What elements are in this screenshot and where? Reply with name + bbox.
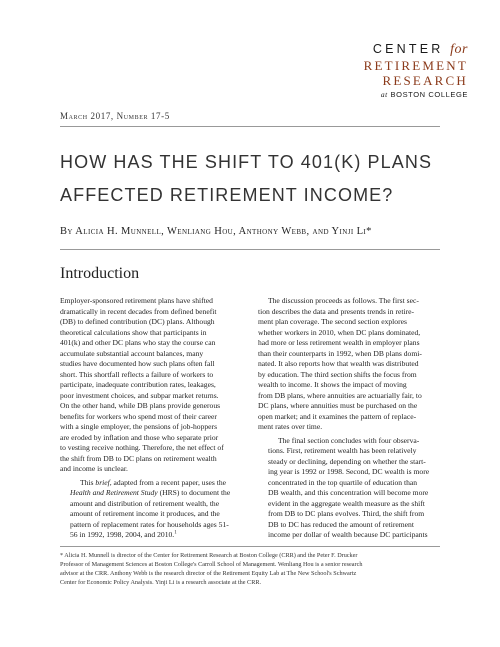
- logo-line-research: RESEARCH: [382, 73, 468, 88]
- text-line: whether workers in 2010, when DC plans dominated,: [258, 327, 421, 337]
- text-line: This brief, adapted from a recent paper, uses the: [80, 477, 227, 487]
- text-line: The final section concludes with four observa-: [278, 435, 420, 445]
- text-line: DB to DC has reduced the amount of retirement: [268, 519, 414, 529]
- author-footnote: [60, 551, 446, 587]
- footnote-line: Center for Economic Policy Analysis. Yinji Li is a research associate at the CRR.: [60, 579, 261, 586]
- text-line: to vesting receive nothing. Therefore, the net effect of: [60, 443, 224, 452]
- right-paragraph-2: [258, 436, 446, 541]
- footnote-line: advisor at the CRR. Anthony Webb is the research director of the Retirement Equity Lab at The New School's Schwartz: [60, 570, 357, 577]
- text-line: The discussion proceeds as follows. The first sec-: [268, 296, 419, 305]
- header-rule: [60, 126, 440, 127]
- crr-logo: [328, 42, 468, 99]
- text-line: income per dollar of wealth because DC participants: [268, 530, 428, 539]
- text-line: Health and Retirement Study (HRS) to document the: [70, 488, 231, 497]
- text-line: ment plan coverage. The second section explores: [258, 317, 407, 326]
- text-line: concentrated in the top quartile of education than: [268, 477, 418, 487]
- text-line: short. This shortfall reflects a failure of workers to: [60, 369, 214, 379]
- text-line: from DB plans, where annuities are actuarially fair, to: [258, 390, 422, 400]
- text-line: tion describes the data and presents trends in retire-: [258, 306, 415, 316]
- text-line: with a single employer, the pensions of job-hoppers: [60, 422, 218, 431]
- text-line: (DB) to defined contribution (DC) plans. Although: [60, 317, 215, 326]
- section-heading-introduction: Introduction: [60, 265, 140, 282]
- text-line: accumulate substantial account balances, many: [60, 348, 204, 358]
- authors-rule: [60, 249, 440, 250]
- text-line: had more or less retirement wealth in employer plans: [258, 338, 420, 347]
- text-line: evident in the aggregate wealth measure as the shift: [268, 498, 425, 508]
- text-line: Employer-sponsored retirement plans have shifted: [60, 296, 213, 305]
- text-line: are eroded by inflation and those who separate prior: [60, 432, 219, 442]
- text-line: benefits for workers who spend most of their career: [60, 411, 217, 421]
- footnote-mark: 1: [174, 530, 177, 536]
- text-line: nated. It also reports how that wealth was distributed: [258, 359, 419, 368]
- issue-date: March 2017, Number 17-5: [60, 111, 170, 121]
- text-line: open market; and it examines the pattern of replace-: [258, 411, 417, 421]
- text-line: participate, inadequate contribution rates, leakages,: [60, 380, 216, 389]
- text-line: DC plans, where annuities must be purchased on the: [258, 401, 418, 410]
- text-line: tions. First, retirement wealth has been relatively: [268, 446, 417, 455]
- right-paragraph-1: [258, 296, 446, 433]
- logo-line-retirement: RETIREMENT: [363, 58, 468, 73]
- footnote-line: * Alicia H. Munnell is director of the Center for Retirement Research at Boston College (CRR) and the Peter F. Drucker: [60, 552, 358, 559]
- footnote-rule: [60, 546, 440, 547]
- title-line-1: HOW HAS THE SHIFT TO 401(K) PLANS: [60, 152, 433, 172]
- left-paragraph-2: [60, 478, 248, 541]
- right-column: [258, 296, 446, 541]
- text-line: amount and distribution of retirement wealth, the: [70, 498, 220, 508]
- text-line: from DB to DC plans evolves. Third, the shift from: [268, 509, 425, 518]
- text-line: steady or declining, depending on whether the start-: [268, 456, 426, 466]
- text-line: the shift from DB to DC plans on retirement wealth: [60, 453, 217, 463]
- text-line: wealth to income. It shows the impact of moving: [258, 380, 407, 389]
- text-line: than their counterparts in 1992, when DB plans domi-: [258, 348, 422, 358]
- left-paragraph-1: [60, 296, 248, 475]
- logo-line-center: CENTER for: [372, 42, 468, 57]
- text-line: theoretical calculations show that participants in: [60, 327, 207, 337]
- text-line: and income is unclear.: [60, 464, 128, 473]
- text-line: ment rates over time.: [258, 422, 323, 431]
- logo-line-school: at BOSTON COLLEGE: [380, 90, 468, 99]
- text-line: pattern of replacement rates for households ages 51-: [70, 519, 229, 529]
- text-line: On the other hand, while DB plans provide generous: [60, 401, 221, 410]
- left-column: [60, 296, 248, 541]
- text-line: 56 in 1992, 1998, 2004, and 2010.$^1$: [70, 530, 177, 539]
- text-line: ing year is 1992 or 1998. Second, DC wealth is more: [268, 467, 430, 476]
- text-line: 401(k) and other DC plans who stay the course can: [60, 338, 216, 347]
- text-line: by education. The third section shifts the focus from: [258, 369, 417, 379]
- footnote-line: Professor of Management Sciences at Boston College's Carroll School of Management. Wenliang Hou is a senior research: [60, 561, 363, 568]
- text-line: poor investment choices, and subpar market returns.: [60, 390, 219, 400]
- text-line: dramatically in recent decades from defined benefit: [60, 306, 217, 316]
- title-line-2: AFFECTED RETIREMENT INCOME?: [60, 185, 394, 205]
- text-line: amount of retirement income it produces, and the: [70, 509, 220, 518]
- text-line: DB wealth, and this concentration will become more: [268, 488, 429, 497]
- text-line: studies have documented how such plans often fall: [60, 359, 215, 368]
- brief-title: [60, 146, 460, 212]
- author-line: By Alicia H. Munnell, Wenliang Hou, Anthony Webb, and Yinji Li*: [60, 226, 372, 237]
